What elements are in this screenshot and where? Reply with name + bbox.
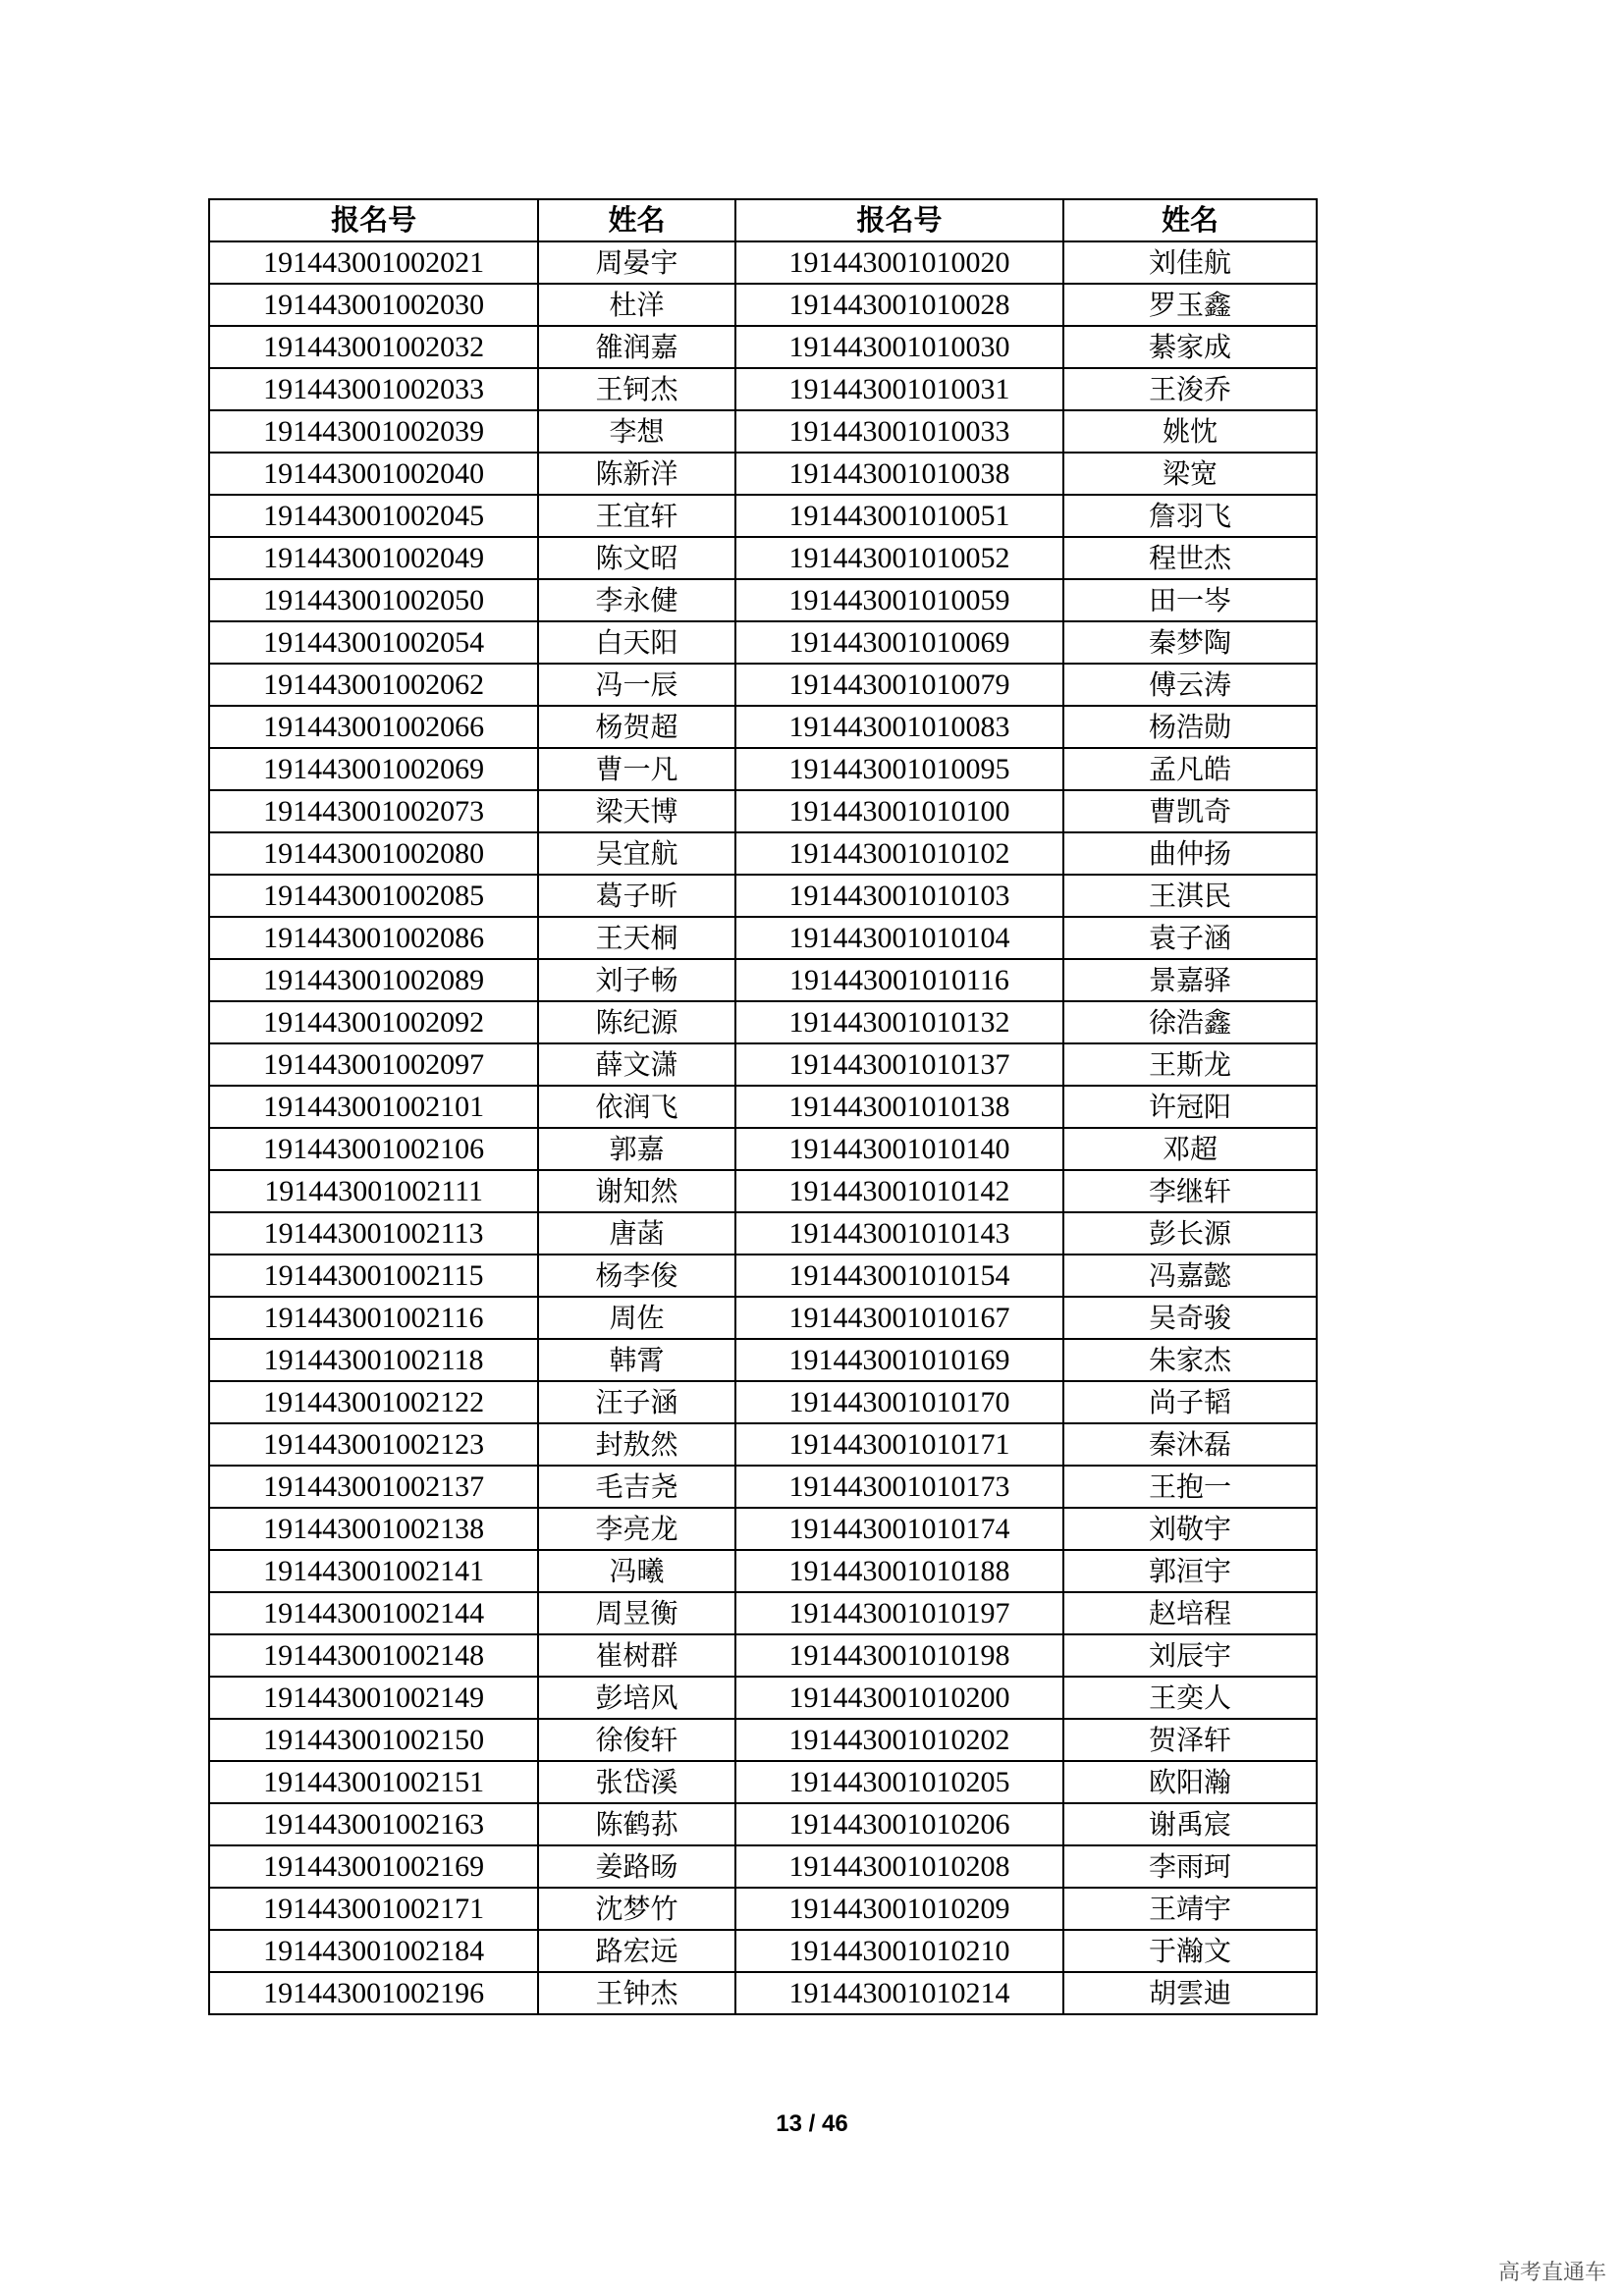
registration-number-cell: 191443001002032 [209, 326, 538, 368]
registration-number-cell: 191443001002184 [209, 1930, 538, 1972]
name-cell: 景嘉驿 [1063, 959, 1317, 1001]
registration-number-cell: 191443001002116 [209, 1297, 538, 1339]
name-cell: 彭长源 [1063, 1212, 1317, 1255]
name-cell: 秦梦陶 [1063, 621, 1317, 664]
name-cell: 曹凯奇 [1063, 790, 1317, 832]
registration-number-cell: 191443001010138 [735, 1086, 1063, 1128]
registration-number-cell: 191443001002033 [209, 368, 538, 410]
registration-number-cell: 191443001010154 [735, 1255, 1063, 1297]
registration-number-cell: 191443001002148 [209, 1634, 538, 1677]
registration-number-cell: 191443001002089 [209, 959, 538, 1001]
registration-number-cell: 191443001002115 [209, 1255, 538, 1297]
name-cell: 王淇民 [1063, 875, 1317, 917]
registration-number-cell: 191443001002171 [209, 1888, 538, 1930]
table-row [209, 1170, 1317, 1212]
name-cell: 韩霄 [538, 1339, 735, 1381]
name-cell: 张岱溪 [538, 1761, 735, 1803]
name-cell: 冯曦 [538, 1550, 735, 1592]
registration-number-cell: 191443001002039 [209, 410, 538, 453]
header-name: 姓名 [1063, 199, 1317, 241]
table-row [209, 1001, 1317, 1043]
name-cell: 王斯龙 [1063, 1043, 1317, 1086]
table-row [209, 368, 1317, 410]
name-cell: 沈梦竹 [538, 1888, 735, 1930]
name-cell: 李想 [538, 410, 735, 453]
name-cell: 李亮龙 [538, 1508, 735, 1550]
page-number: 13 / 46 [776, 2110, 848, 2137]
table-row [209, 284, 1317, 326]
registration-number-cell: 191443001002085 [209, 875, 538, 917]
registration-number-cell: 191443001002049 [209, 537, 538, 579]
name-cell: 王奕人 [1063, 1677, 1317, 1719]
name-cell: 周晏宇 [538, 241, 735, 284]
registration-table [208, 198, 1318, 2015]
registration-number-cell: 191443001010142 [735, 1170, 1063, 1212]
name-cell: 杨李俊 [538, 1255, 735, 1297]
registration-number-cell: 191443001002144 [209, 1592, 538, 1634]
registration-number-cell: 191443001010214 [735, 1972, 1063, 2014]
table-row [209, 1803, 1317, 1845]
table-row [209, 1297, 1317, 1339]
registration-number-cell: 191443001002062 [209, 664, 538, 706]
registration-number-cell: 191443001010104 [735, 917, 1063, 959]
registration-number-cell: 191443001002106 [209, 1128, 538, 1170]
name-cell: 汪子涵 [538, 1381, 735, 1423]
name-cell: 崔树群 [538, 1634, 735, 1677]
table-row [209, 1339, 1317, 1381]
table-row [209, 410, 1317, 453]
registration-number-cell: 191443001002111 [209, 1170, 538, 1212]
name-cell: 路宏远 [538, 1930, 735, 1972]
name-cell: 谢知然 [538, 1170, 735, 1212]
registration-number-cell: 191443001010028 [735, 284, 1063, 326]
name-cell: 王宜轩 [538, 495, 735, 537]
table-row [209, 748, 1317, 790]
registration-number-cell: 191443001002163 [209, 1803, 538, 1845]
name-cell: 周佐 [538, 1297, 735, 1339]
name-cell: 王天桐 [538, 917, 735, 959]
name-cell: 欧阳瀚 [1063, 1761, 1317, 1803]
table-row [209, 1466, 1317, 1508]
registration-number-cell: 191443001002151 [209, 1761, 538, 1803]
name-cell: 王钶杰 [538, 368, 735, 410]
table-row [209, 917, 1317, 959]
table-row [209, 832, 1317, 875]
header-name: 姓名 [538, 199, 735, 241]
registration-number-cell: 191443001010030 [735, 326, 1063, 368]
table-row [209, 453, 1317, 495]
registration-number-cell: 191443001002122 [209, 1381, 538, 1423]
registration-number-cell: 191443001010202 [735, 1719, 1063, 1761]
registration-number-cell: 191443001010197 [735, 1592, 1063, 1634]
table-row [209, 537, 1317, 579]
registration-number-cell: 191443001002030 [209, 284, 538, 326]
name-cell: 王浚乔 [1063, 368, 1317, 410]
registration-number-cell: 191443001010198 [735, 1634, 1063, 1677]
name-cell: 陈鹤荪 [538, 1803, 735, 1845]
name-cell: 葛子昕 [538, 875, 735, 917]
name-cell: 刘子畅 [538, 959, 735, 1001]
table-row [209, 790, 1317, 832]
registration-number-cell: 191443001002141 [209, 1550, 538, 1592]
name-cell: 依润飞 [538, 1086, 735, 1128]
name-cell: 刘敬宇 [1063, 1508, 1317, 1550]
table-body [209, 241, 1317, 2014]
registration-number-cell: 191443001002169 [209, 1845, 538, 1888]
registration-number-cell: 191443001010038 [735, 453, 1063, 495]
name-cell: 孟凡皓 [1063, 748, 1317, 790]
table-row [209, 706, 1317, 748]
table-row [209, 621, 1317, 664]
name-cell: 姜路旸 [538, 1845, 735, 1888]
registration-number-cell: 191443001002149 [209, 1677, 538, 1719]
registration-number-cell: 191443001002196 [209, 1972, 538, 2014]
name-cell: 曲仲扬 [1063, 832, 1317, 875]
table-row [209, 1930, 1317, 1972]
registration-number-cell: 191443001002040 [209, 453, 538, 495]
name-cell: 尚子韬 [1063, 1381, 1317, 1423]
registration-number-cell: 191443001010095 [735, 748, 1063, 790]
table-row [209, 959, 1317, 1001]
registration-number-cell: 191443001010051 [735, 495, 1063, 537]
table-row [209, 1128, 1317, 1170]
registration-number-cell: 191443001010079 [735, 664, 1063, 706]
name-cell: 冯嘉懿 [1063, 1255, 1317, 1297]
table-row [209, 579, 1317, 621]
name-cell: 邓超 [1063, 1128, 1317, 1170]
registration-number-cell: 191443001002045 [209, 495, 538, 537]
name-cell: 徐俊轩 [538, 1719, 735, 1761]
name-cell: 梁天博 [538, 790, 735, 832]
table-row [209, 664, 1317, 706]
registration-number-cell: 191443001010143 [735, 1212, 1063, 1255]
name-cell: 郭嘉 [538, 1128, 735, 1170]
table-row [209, 1212, 1317, 1255]
registration-number-cell: 191443001010033 [735, 410, 1063, 453]
registration-number-cell: 191443001002050 [209, 579, 538, 621]
registration-number-cell: 191443001002092 [209, 1001, 538, 1043]
registration-number-cell: 191443001002069 [209, 748, 538, 790]
table-row [209, 1381, 1317, 1423]
name-cell: 郭洹宇 [1063, 1550, 1317, 1592]
registration-number-cell: 191443001002137 [209, 1466, 538, 1508]
table-row [209, 875, 1317, 917]
table-row [209, 1423, 1317, 1466]
registration-number-cell: 191443001010132 [735, 1001, 1063, 1043]
name-cell: 綦家成 [1063, 326, 1317, 368]
registration-number-cell: 191443001002150 [209, 1719, 538, 1761]
table-row [209, 1972, 1317, 2014]
table-row [209, 1719, 1317, 1761]
registration-number-cell: 191443001010167 [735, 1297, 1063, 1339]
name-cell: 秦沐磊 [1063, 1423, 1317, 1466]
registration-number-cell: 191443001010102 [735, 832, 1063, 875]
registration-number-cell: 191443001002118 [209, 1339, 538, 1381]
name-cell: 吴奇骏 [1063, 1297, 1317, 1339]
registration-number-cell: 191443001010083 [735, 706, 1063, 748]
table-row [209, 1086, 1317, 1128]
name-cell: 徐浩鑫 [1063, 1001, 1317, 1043]
table-row [209, 1508, 1317, 1550]
name-cell: 杜洋 [538, 284, 735, 326]
name-cell: 杨浩勋 [1063, 706, 1317, 748]
header-registration-number: 报名号 [735, 199, 1063, 241]
table-row [209, 1592, 1317, 1634]
table-row [209, 1677, 1317, 1719]
name-cell: 朱家杰 [1063, 1339, 1317, 1381]
table-header-row [209, 199, 1317, 241]
registration-number-cell: 191443001002097 [209, 1043, 538, 1086]
name-cell: 傅云涛 [1063, 664, 1317, 706]
table-row [209, 241, 1317, 284]
registration-number-cell: 191443001002073 [209, 790, 538, 832]
table-row [209, 1888, 1317, 1930]
table-row [209, 1634, 1317, 1677]
name-cell: 周昱衡 [538, 1592, 735, 1634]
name-cell: 王抱一 [1063, 1466, 1317, 1508]
name-cell: 贺泽轩 [1063, 1719, 1317, 1761]
registration-number-cell: 191443001010020 [735, 241, 1063, 284]
name-cell: 胡雲迪 [1063, 1972, 1317, 2014]
registration-number-cell: 191443001002080 [209, 832, 538, 875]
table-row [209, 1550, 1317, 1592]
registration-number-cell: 191443001010103 [735, 875, 1063, 917]
table-row [209, 326, 1317, 368]
name-cell: 陈文昭 [538, 537, 735, 579]
registration-number-cell: 191443001010171 [735, 1423, 1063, 1466]
name-cell: 陈新洋 [538, 453, 735, 495]
name-cell: 谢禹宸 [1063, 1803, 1317, 1845]
registration-number-cell: 191443001010100 [735, 790, 1063, 832]
name-cell: 王靖宇 [1063, 1888, 1317, 1930]
table-row [209, 1255, 1317, 1297]
registration-number-cell: 191443001002138 [209, 1508, 538, 1550]
registration-number-cell: 191443001010137 [735, 1043, 1063, 1086]
name-cell: 程世杰 [1063, 537, 1317, 579]
registration-number-cell: 191443001010208 [735, 1845, 1063, 1888]
name-cell: 李雨珂 [1063, 1845, 1317, 1888]
name-cell: 雒润嘉 [538, 326, 735, 368]
name-cell: 罗玉鑫 [1063, 284, 1317, 326]
name-cell: 姚忱 [1063, 410, 1317, 453]
name-cell: 李继轩 [1063, 1170, 1317, 1212]
name-cell: 吴宜航 [538, 832, 735, 875]
registration-number-cell: 191443001002021 [209, 241, 538, 284]
table-row [209, 1845, 1317, 1888]
name-cell: 白天阳 [538, 621, 735, 664]
name-cell: 冯一辰 [538, 664, 735, 706]
registration-number-cell: 191443001002086 [209, 917, 538, 959]
registration-number-cell: 191443001010140 [735, 1128, 1063, 1170]
registration-number-cell: 191443001002066 [209, 706, 538, 748]
registration-number-cell: 191443001002054 [209, 621, 538, 664]
name-cell: 唐菡 [538, 1212, 735, 1255]
name-cell: 赵培程 [1063, 1592, 1317, 1634]
name-cell: 袁子涵 [1063, 917, 1317, 959]
registration-number-cell: 191443001010059 [735, 579, 1063, 621]
registration-number-cell: 191443001010116 [735, 959, 1063, 1001]
name-cell: 刘佳航 [1063, 241, 1317, 284]
registration-number-cell: 191443001010200 [735, 1677, 1063, 1719]
name-cell: 杨贺超 [538, 706, 735, 748]
name-cell: 陈纪源 [538, 1001, 735, 1043]
registration-number-cell: 191443001010173 [735, 1466, 1063, 1508]
registration-number-cell: 191443001010205 [735, 1761, 1063, 1803]
registration-number-cell: 191443001010188 [735, 1550, 1063, 1592]
name-cell: 毛吉尧 [538, 1466, 735, 1508]
name-cell: 詹羽飞 [1063, 495, 1317, 537]
registration-number-cell: 191443001010052 [735, 537, 1063, 579]
name-cell: 于瀚文 [1063, 1930, 1317, 1972]
table-row [209, 1761, 1317, 1803]
name-cell: 田一岑 [1063, 579, 1317, 621]
name-cell: 封敖然 [538, 1423, 735, 1466]
table-row [209, 495, 1317, 537]
registration-number-cell: 191443001010031 [735, 368, 1063, 410]
registration-number-cell: 191443001010069 [735, 621, 1063, 664]
registration-number-cell: 191443001010174 [735, 1508, 1063, 1550]
name-cell: 薛文潇 [538, 1043, 735, 1086]
name-cell: 王钟杰 [538, 1972, 735, 2014]
registration-number-cell: 191443001010169 [735, 1339, 1063, 1381]
name-cell: 李永健 [538, 579, 735, 621]
name-cell: 许冠阳 [1063, 1086, 1317, 1128]
header-registration-number: 报名号 [209, 199, 538, 241]
name-cell: 曹一凡 [538, 748, 735, 790]
table-row [209, 1043, 1317, 1086]
registration-number-cell: 191443001010209 [735, 1888, 1063, 1930]
registration-number-cell: 191443001002113 [209, 1212, 538, 1255]
name-cell: 刘辰宇 [1063, 1634, 1317, 1677]
registration-number-cell: 191443001010210 [735, 1930, 1063, 1972]
registration-number-cell: 191443001010170 [735, 1381, 1063, 1423]
registration-number-cell: 191443001002101 [209, 1086, 538, 1128]
registration-number-cell: 191443001002123 [209, 1423, 538, 1466]
name-cell: 彭培风 [538, 1677, 735, 1719]
registration-number-cell: 191443001010206 [735, 1803, 1063, 1845]
name-cell: 梁宽 [1063, 453, 1317, 495]
watermark: 高考直通车 [1497, 2261, 1606, 2285]
